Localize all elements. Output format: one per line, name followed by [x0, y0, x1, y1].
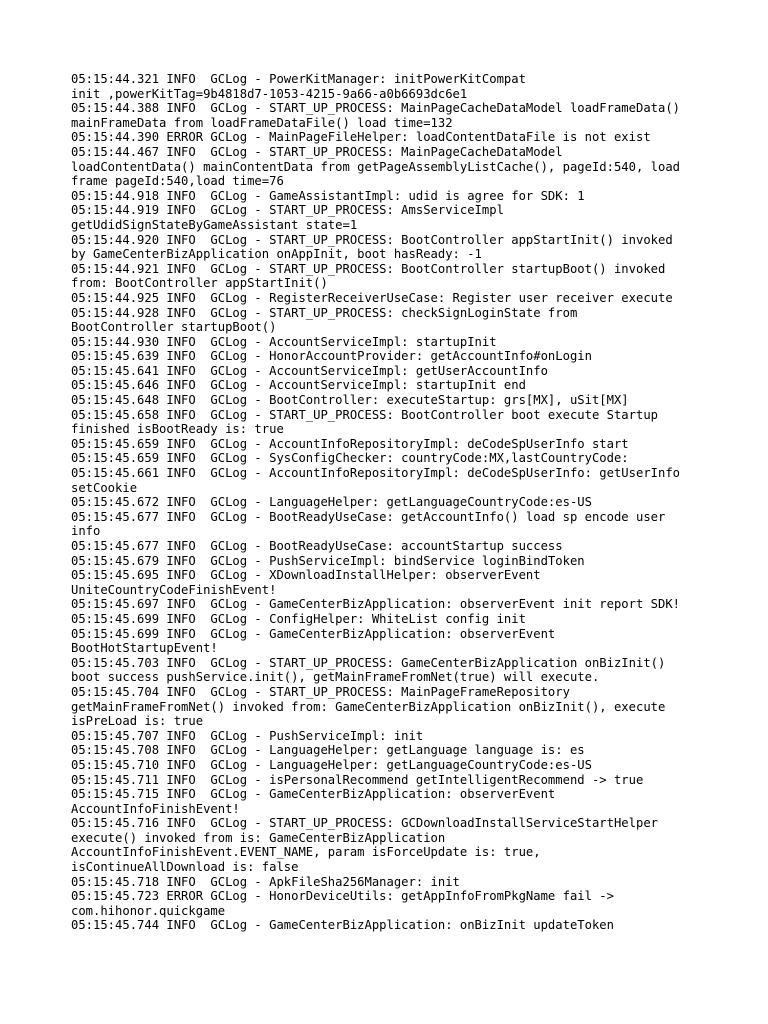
log-line: 05:15:45.707 INFO GCLog - PushServiceImpl: init	[71, 728, 424, 743]
log-line: 05:15:45.677 INFO GCLog - BootReadyUseCase: getAccountInfo() load sp encode user info	[71, 509, 666, 539]
log-line: 05:15:44.925 INFO GCLog - RegisterReceiverUseCase: Register user receiver execute	[71, 290, 673, 305]
log-line: 05:15:44.918 INFO GCLog - GameAssistantImpl: udid is agree for SDK: 1	[71, 188, 585, 203]
log-line: 05:15:45.723 ERROR GCLog - HonorDeviceUtils: getAppInfoFromPkgName fail -> com.hihonor.quickgame	[71, 889, 614, 918]
log-line: 05:15:45.659 INFO GCLog - AccountInfoRepositoryImpl: deCodeSpUserInfo start	[71, 436, 629, 451]
log-line: 05:15:45.699 INFO GCLog - GameCenterBizApplication: observerEvent BootHotStartupEvent!	[71, 626, 556, 656]
log-line: 05:15:45.648 INFO GCLog - BootController: executeStartup: grs[MX], uSit[MX]	[71, 393, 629, 408]
log-line: 05:15:45.704 INFO GCLog - START_UP_PROCESS: MainPageFrameRepository getMainFrameFromNet() invoked from: GameCenterBizApplication onBizInit(), execute isPreLoad is: true	[71, 684, 666, 729]
log-line: 05:15:45.661 INFO GCLog - AccountInfoRepositoryImpl: deCodeSpUserInfo: getUserInfo setCookie	[71, 466, 681, 495]
log-line: 05:15:44.467 INFO GCLog - START_UP_PROCESS: MainPageCacheDataModel loadContentData() mainContentData from getPageAssemblyListCache(), pageId:540, load frame pageId:540,load time=76	[71, 144, 681, 189]
log-line: 05:15:45.646 INFO GCLog - AccountServiceImpl: startupInit end	[71, 378, 526, 393]
log-line: 05:15:45.699 INFO GCLog - ConfigHelper: WhiteList config init	[71, 611, 526, 626]
log-line: 05:15:45.718 INFO GCLog - ApkFileSha256Manager: init	[71, 874, 460, 889]
log-line: 05:15:45.641 INFO GCLog - AccountServiceImpl: getUserAccountInfo	[71, 363, 548, 378]
log-line: 05:15:44.919 INFO GCLog - START_UP_PROCESS: AmsServiceImpl getUdidSignStateByGameAssistant state=1	[71, 203, 504, 232]
log-line: 05:15:44.930 INFO GCLog - AccountServiceImpl: startupInit	[71, 334, 497, 349]
log-line: 05:15:44.920 INFO GCLog - START_UP_PROCESS: BootController appStartInit() invoked by GameCenterBizApplication onAppInit, boot hasReady: -1	[71, 232, 673, 262]
log-line: 05:15:44.321 INFO GCLog - PowerKitManager: initPowerKitCompat init ,powerKitTag=9b4818d7-1053-4215-9a66-a0b6693dc6e1	[71, 72, 526, 101]
log-line: 05:15:45.677 INFO GCLog - BootReadyUseCase: accountStartup success	[71, 539, 563, 553]
log-line: 05:15:45.697 INFO GCLog - GameCenterBizApplication: observerEvent init report SDK!	[71, 597, 681, 612]
log-line: 05:15:45.639 INFO GCLog - HonorAccountProvider: getAccountInfo#onLogin	[71, 349, 592, 364]
log-line: 05:15:45.672 INFO GCLog - LanguageHelper: getLanguageCountryCode:es-US	[71, 495, 592, 510]
log-line: 05:15:44.388 INFO GCLog - START_UP_PROCESS: MainPageCacheDataModel loadFrameData() mainFrameData from loadFrameDataFile() load time=132	[71, 101, 681, 130]
log-line: 05:15:45.715 INFO GCLog - GameCenterBizApplication: observerEvent AccountInfoFinishEvent!	[71, 787, 556, 816]
log-line: 05:15:45.716 INFO GCLog - START_UP_PROCESS: GCDownloadInstallServiceStartHelper execute() invoked from is: GameCenterBizApplication AccountInfoFinishEvent.EVENT_NAME, param isForceUpdate is: true, isContinueAllDownload is: false	[71, 816, 658, 875]
log-line: 05:15:45.708 INFO GCLog - LanguageHelper: getLanguage language is: es	[71, 743, 585, 758]
log-line: 05:15:45.658 INFO GCLog - START_UP_PROCESS: BootController boot execute Startup finished isBootReady is: true	[71, 407, 658, 437]
log-line: 05:15:45.744 INFO GCLog - GameCenterBizApplication: onBizInit updateToken	[71, 918, 614, 933]
log-line: 05:15:44.921 INFO GCLog - START_UP_PROCESS: BootController startupBoot() invoked from: BootController appStartInit()	[71, 261, 666, 291]
log-line: 05:15:45.703 INFO GCLog - START_UP_PROCESS: GameCenterBizApplication onBizInit() boot success pushService.init(), getMainFrameFromNet(true) will execute.	[71, 655, 666, 685]
log-line: 05:15:45.659 INFO GCLog - SysConfigChecker: countryCode:MX,lastCountryCode:	[71, 451, 629, 466]
log-line: 05:15:44.390 ERROR GCLog - MainPageFileHelper: loadContentDataFile is not exist	[71, 130, 651, 145]
log-line: 05:15:45.679 INFO GCLog - PushServiceImpl: bindService loginBindToken	[71, 553, 585, 568]
log-line: 05:15:45.695 INFO GCLog - XDownloadInstallHelper: observerEvent UniteCountryCodeFinishEvent!	[71, 568, 541, 597]
log-line: 05:15:44.928 INFO GCLog - START_UP_PROCESS: checkSignLoginState from BootController startupBoot()	[71, 305, 578, 335]
log-line: 05:15:45.711 INFO GCLog - isPersonalRecommend getIntelligentRecommend -> true	[71, 772, 644, 787]
log-line: 05:15:45.710 INFO GCLog - LanguageHelper: getLanguageCountryCode:es-US	[71, 757, 592, 772]
log-document	[71, 72, 701, 933]
